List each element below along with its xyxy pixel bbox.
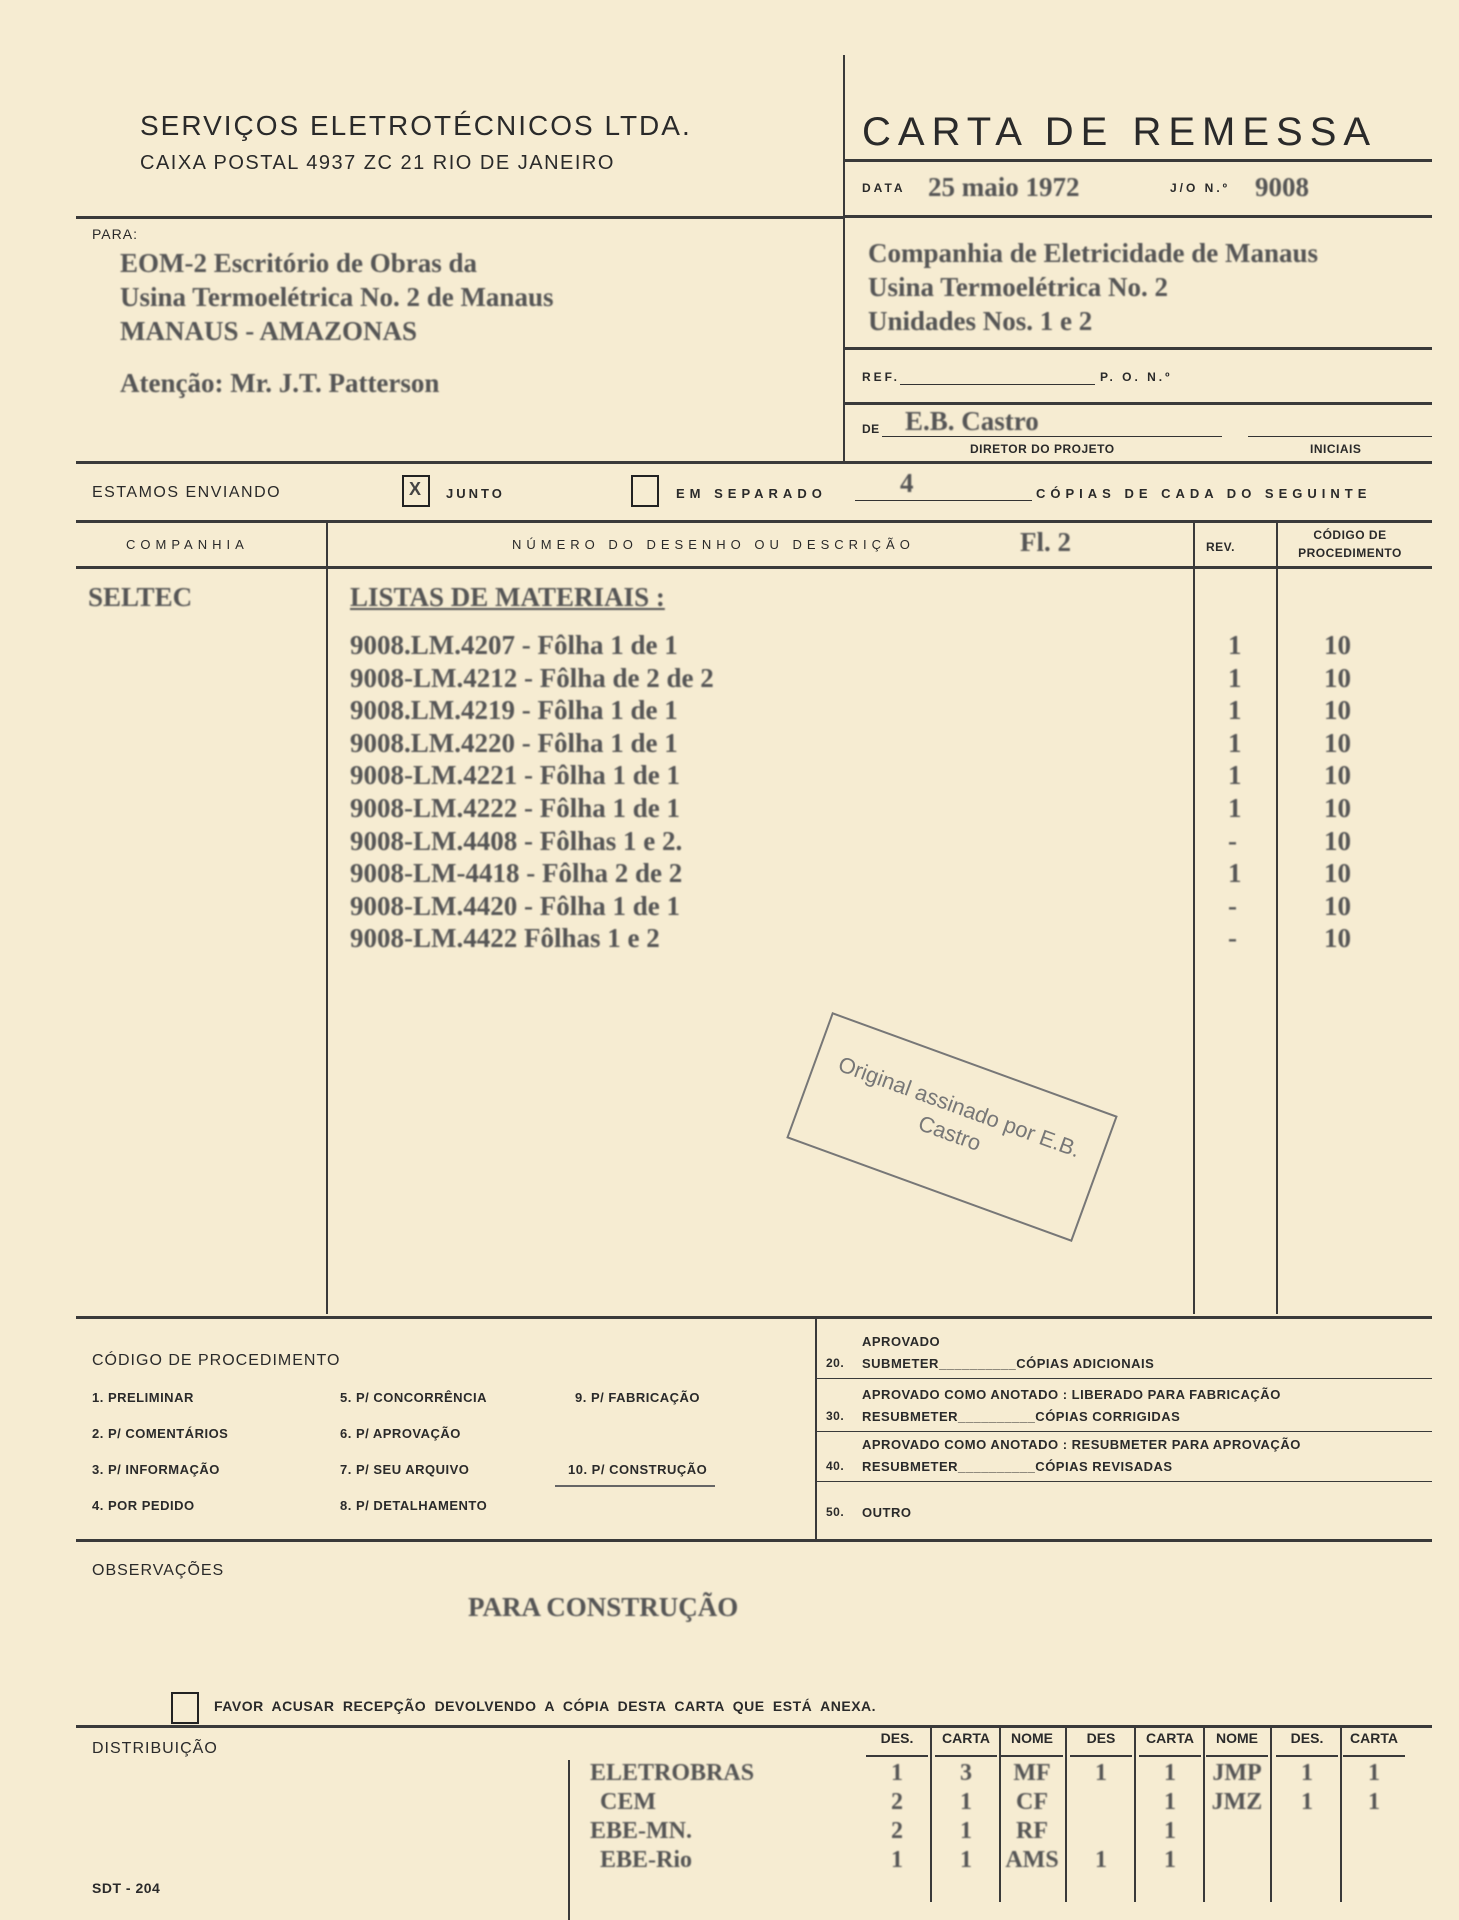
divider <box>845 215 1432 218</box>
attention-line: Atenção: Mr. J.T. Patterson <box>120 368 440 398</box>
header-underline <box>1206 1755 1268 1757</box>
item-code: 10 <box>1324 695 1351 726</box>
dist-header: CARTA <box>942 1730 990 1746</box>
dist-cell: JMZ <box>1211 1789 1263 1815</box>
divider <box>76 1316 1432 1319</box>
dist-cell: 3 <box>960 1760 972 1786</box>
ack-checkbox[interactable] <box>171 1692 199 1724</box>
approval-detail: RESUBMETER__________CÓPIAS REVISADAS <box>862 1459 1173 1474</box>
item-code: 10 <box>1324 923 1351 954</box>
dist-cell: 1 <box>960 1847 972 1873</box>
de-field <box>882 436 1222 437</box>
divider <box>76 566 1432 569</box>
dist-header: CARTA <box>1146 1730 1194 1746</box>
divider <box>817 1481 1432 1482</box>
item-rev: 1 <box>1228 630 1242 660</box>
item-rev: - <box>1228 923 1237 954</box>
dist-header: CARTA <box>1350 1730 1398 1746</box>
item-rev: - <box>1228 890 1237 921</box>
dist-recipient: ELETROBRAS <box>590 1760 755 1786</box>
de-value: E.B. Castro <box>905 406 1039 436</box>
ref-label: REF. <box>862 370 901 384</box>
item-description: 9008-LM.4420 - Fôlha 1 de 1 <box>350 890 680 921</box>
item-rev: 1 <box>1228 727 1242 758</box>
divider <box>76 216 843 219</box>
dist-cell: AMS <box>1005 1847 1059 1873</box>
date-value: 25 maio 1972 <box>928 172 1080 202</box>
dist-header: NOME <box>1216 1730 1258 1746</box>
dist-cell: 1 <box>891 1760 903 1786</box>
separado-checkbox[interactable] <box>631 475 659 507</box>
junto-checkbox[interactable] <box>402 475 430 507</box>
code-item: 5. P/ CONCORRÊNCIA <box>340 1390 487 1405</box>
code-item: 7. P/ SEU ARQUIVO <box>340 1462 470 1477</box>
item-description: 9008-LM.4221 - Fôlha 1 de 1 <box>350 760 680 791</box>
director-label: DIRETOR DO PROJETO <box>970 442 1115 456</box>
dist-cell: 1 <box>1164 1789 1176 1815</box>
para-line: MANAUS - AMAZONAS <box>120 316 417 346</box>
col-desc: NÚMERO DO DESENHO OU DESCRIÇÃO <box>512 537 915 552</box>
para-line: EOM-2 Escritório de Obras da <box>120 248 477 278</box>
dist-cell: 1 <box>1301 1789 1313 1815</box>
dist-cell: MF <box>1013 1760 1051 1786</box>
item-code: 10 <box>1324 793 1351 823</box>
form-code: SDT - 204 <box>92 1880 161 1896</box>
item-code: 10 <box>1324 858 1351 889</box>
dist-cell: RF <box>1016 1818 1048 1844</box>
header-underline <box>935 1755 997 1757</box>
approval-number: 40. <box>826 1459 845 1473</box>
dist-cell: 1 <box>1164 1818 1176 1844</box>
item-rev: 1 <box>1228 760 1242 791</box>
dist-header: NOME <box>1011 1730 1053 1746</box>
company-address: CAIXA POSTAL 4937 ZC 21 RIO DE JANEIRO <box>140 152 615 174</box>
approval-number: 20. <box>826 1356 845 1370</box>
header-underline <box>1001 1755 1063 1757</box>
dist-cell: 2 <box>891 1818 903 1844</box>
code-item: 1. PRELIMINAR <box>92 1390 194 1405</box>
doc-title: CARTA DE REMESSA <box>862 110 1378 154</box>
separado-label: EM SEPARADO <box>676 486 827 501</box>
code-item: 6. P/ APROVAÇÃO <box>340 1426 461 1441</box>
column-line <box>1276 521 1278 1314</box>
copies-field <box>855 500 1032 501</box>
approval-heading: APROVADO <box>862 1334 941 1349</box>
jo-label: J/O N.º <box>1170 181 1231 195</box>
approval-detail: SUBMETER__________CÓPIAS ADICIONAIS <box>862 1356 1155 1371</box>
dist-cell: 1 <box>1164 1760 1176 1786</box>
header-underline <box>1343 1755 1405 1757</box>
codes-title: CÓDIGO DE PROCEDIMENTO <box>92 1352 341 1369</box>
de-label: DE <box>862 422 880 436</box>
code-item: 4. POR PEDIDO <box>92 1498 195 1513</box>
approval-heading: APROVADO COMO ANOTADO : LIBERADO PARA FABRICAÇÃO <box>862 1387 1281 1402</box>
approval-detail: OUTRO <box>862 1505 912 1520</box>
item-description: 9008.LM.4207 - Fôlha 1 de 1 <box>350 630 678 660</box>
item-description: 9008-LM.4222 - Fôlha 1 de 1 <box>350 793 680 823</box>
date-label: DATA <box>862 181 906 195</box>
divider <box>845 347 1432 350</box>
dist-header: DES. <box>1290 1730 1324 1746</box>
observations-value: PARA CONSTRUÇÃO <box>468 1592 739 1622</box>
code-item: 3. P/ INFORMAÇÃO <box>92 1462 220 1477</box>
dist-cell: 1 <box>891 1847 903 1873</box>
item-rev: 1 <box>1228 793 1242 823</box>
col-code: CÓDIGO DE PROCEDIMENTO <box>1298 528 1402 560</box>
approval-detail: RESUBMETER__________CÓPIAS CORRIGIDAS <box>862 1409 1181 1424</box>
dist-cell: CF <box>1016 1789 1048 1815</box>
column-line <box>326 521 328 1314</box>
dist-cell: JMP <box>1212 1760 1262 1786</box>
jo-value: 9008 <box>1255 172 1309 202</box>
dist-cell: 2 <box>891 1789 903 1815</box>
approval-heading: APROVADO COMO ANOTADO : RESUBMETER PARA APROVAÇÃO <box>862 1437 1301 1452</box>
signature-stamp <box>786 1012 1117 1242</box>
item-rev: 1 <box>1228 662 1242 693</box>
header-underline <box>1070 1755 1132 1757</box>
junto-label: JUNTO <box>446 486 505 501</box>
initials-label: INICIAIS <box>1310 442 1362 456</box>
item-code: 10 <box>1324 662 1351 693</box>
divider <box>817 1378 1432 1379</box>
dist-cell: 1 <box>960 1789 972 1815</box>
item-description: 9008-LM.4408 - Fôlhas 1 e 2. <box>350 825 683 856</box>
header-underline <box>1139 1755 1201 1757</box>
desc-sheet: Fl. 2 <box>1020 527 1071 557</box>
divider <box>76 520 1432 523</box>
para-label: PARA: <box>92 226 138 242</box>
divider <box>76 1725 1432 1728</box>
sending-label: ESTAMOS ENVIANDO <box>92 484 282 501</box>
divider <box>817 1431 1432 1432</box>
code-item: 10. P/ CONSTRUÇÃO <box>568 1462 708 1477</box>
dist-cell: 1 <box>1368 1789 1380 1815</box>
item-rev: 1 <box>1228 695 1242 726</box>
item-code: 10 <box>1324 630 1351 660</box>
item-description: 9008-LM.4212 - Fôlha de 2 de 2 <box>350 662 714 693</box>
item-description: 9008.LM.4220 - Fôlha 1 de 1 <box>350 727 678 758</box>
code-item: 2. P/ COMENTÁRIOS <box>92 1426 229 1441</box>
divider <box>76 461 1432 464</box>
dist-cell: 1 <box>1301 1760 1313 1786</box>
column-line <box>815 1318 817 1540</box>
client-line: Unidades Nos. 1 e 2 <box>868 306 1093 336</box>
selected-code-underline <box>555 1485 715 1487</box>
item-description: 9008.LM.4219 - Fôlha 1 de 1 <box>350 695 678 726</box>
dist-cell: 1 <box>1095 1847 1107 1873</box>
copies-value: 4 <box>900 468 914 498</box>
dist-cell: 1 <box>1164 1847 1176 1873</box>
para-line: Usina Termoelétrica No. 2 de Manaus <box>120 282 554 312</box>
col-company: COMPANHIA <box>126 537 249 552</box>
dist-cell: 1 <box>1095 1760 1107 1786</box>
distribution-label: DISTRIBUIÇÃO <box>92 1740 218 1757</box>
item-description: 9008-LM-4418 - Fôlha 2 de 2 <box>350 858 683 889</box>
copies-label: CÓPIAS DE CADA DO SEGUINTE <box>1036 486 1372 501</box>
dist-cell: 1 <box>1368 1760 1380 1786</box>
dist-header: DES. <box>880 1730 914 1746</box>
stamp-text: Original assinado por E.B. Castro <box>834 1051 1084 1163</box>
po-label: P. O. N.º <box>1100 370 1173 384</box>
header-underline <box>866 1755 928 1757</box>
code-item: 9. P/ FABRICAÇÃO <box>575 1390 701 1405</box>
item-description: 9008-LM.4422 Fôlhas 1 e 2 <box>350 923 660 954</box>
header-underline <box>1276 1755 1338 1757</box>
initials-field <box>1248 436 1432 437</box>
client-line: Companhia de Eletricidade de Manaus <box>868 238 1319 268</box>
divider <box>845 402 1432 405</box>
approval-number: 30. <box>826 1409 845 1423</box>
col-rev: REV. <box>1206 540 1235 554</box>
ref-field <box>900 384 1095 385</box>
dist-recipient: CEM <box>600 1789 656 1815</box>
ack-label: FAVOR ACUSAR RECEPÇÃO DEVOLVENDO A CÓPIA DESTA CARTA QUE ESTÁ ANEXA. <box>214 1698 877 1714</box>
code-item: 8. P/ DETALHAMENTO <box>340 1498 488 1513</box>
item-code: 10 <box>1324 727 1351 758</box>
item-rev: 1 <box>1228 858 1242 889</box>
divider <box>76 1539 1432 1542</box>
client-line: Usina Termoelétrica No. 2 <box>868 272 1168 302</box>
list-heading: LISTAS DE MATERIAIS : <box>350 582 665 612</box>
checkbox-mark: X <box>409 479 422 499</box>
column-line <box>568 1760 570 1920</box>
item-code: 10 <box>1324 825 1351 856</box>
dist-header: DES <box>1086 1730 1116 1746</box>
observations-label: OBSERVAÇÕES <box>92 1562 225 1579</box>
approval-number: 50. <box>826 1505 845 1519</box>
divider <box>845 159 1432 162</box>
dist-recipient: EBE-MN. <box>590 1818 692 1844</box>
item-rev: - <box>1228 825 1237 856</box>
dist-recipient: EBE-Rio <box>600 1847 693 1873</box>
item-code: 10 <box>1324 890 1351 921</box>
dist-cell: 1 <box>960 1818 972 1844</box>
column-line <box>1193 521 1195 1314</box>
company-name: SERVIÇOS ELETROTÉCNICOS LTDA. <box>140 110 692 141</box>
company-value: SELTEC <box>88 582 193 612</box>
item-code: 10 <box>1324 760 1351 791</box>
